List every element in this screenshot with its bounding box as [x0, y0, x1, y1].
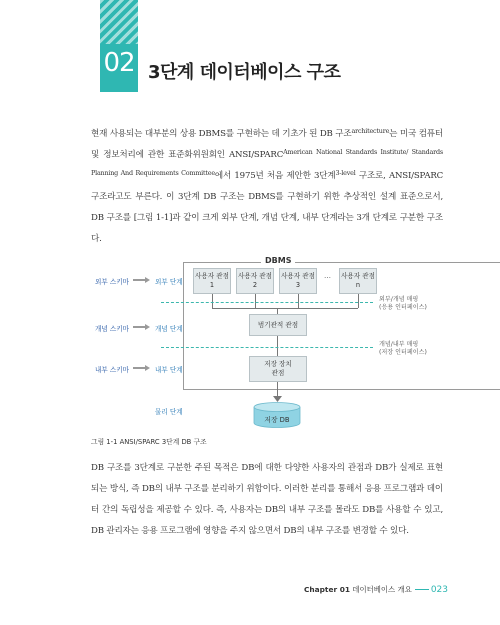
user-view-box — [193, 268, 231, 294]
conceptual-schema-label: 개념 스키마 — [95, 325, 129, 333]
footer-chapter: Chapter 01 — [303, 585, 350, 594]
storage-view-label-1: 저장 장치 — [264, 360, 292, 368]
user-view-label: 사용자 관점 1 — [195, 272, 229, 289]
decorative-stripes — [100, 0, 138, 44]
dbms-label: DBMS — [261, 256, 295, 265]
external-arrow-icon — [133, 277, 151, 283]
connector-line — [212, 294, 213, 308]
body-paragraph-1 — [91, 124, 443, 250]
figure-caption — [91, 436, 207, 446]
footer-chapter-title: 데이터베이스 개요 — [349, 585, 412, 594]
para1-text-c: 에서 1975년 처음 제안한 3단계 — [214, 171, 336, 181]
ellipsis: … — [324, 272, 331, 280]
figure-caption-text: ANSI/SPARC 3단계 DB 구조 — [117, 438, 207, 446]
user-view-label: 사용자 관점 2 — [238, 272, 272, 289]
section-number-tab — [100, 0, 138, 92]
storage-view-box — [249, 356, 307, 382]
connector-line — [277, 336, 278, 356]
connector-line — [255, 294, 256, 308]
database-label: 저장 DB — [264, 416, 290, 424]
user-view-box — [339, 268, 377, 294]
internal-arrow-icon — [133, 365, 151, 371]
mapping-note-1 — [379, 296, 427, 312]
figure-caption-label: 그림 1-1 — [91, 438, 118, 446]
para1-text-b: 는 미국 컴퓨터 및 정보처리에 관한 표준화위원회인 ANSI/SPARC — [91, 129, 443, 160]
mapping-note-2-line-2: (저장 인터페이스) — [379, 349, 427, 356]
section-title: 3단계 데이터베이스 구조 — [148, 62, 341, 83]
connector-line — [298, 294, 299, 308]
section-number: 02 — [103, 48, 135, 78]
internal-level-label: 내부 단계 — [155, 366, 183, 374]
connector-line — [212, 308, 358, 309]
connector-line — [358, 294, 359, 308]
para1-sup-ansi: American National Standards Institute/ Standards Planning And Requirements Committee — [91, 148, 443, 177]
body-paragraph-2: DB 구조를 3단계로 구분한 주된 목적은 DB에 대한 다양한 사용자의 관점과 DB가 실제로 표현되는 방식, 즉 DB의 내부 구조를 분리하기 위함이다. 이러한 분리를 통해서 응용 프로그램과 데이터 간의 독립성을 제공할 수 있다. 즉, 사용자는 DB의 내부 구조를 몰라도 DB를 사용할 수 있고, DB 관리자는 응용 프로그램에 영향을 주지 않으면서 DB의 내부 구조를 변경할 수 있다. — [91, 463, 443, 536]
para1-text-d: 구조로, ANSI/SPARC 구조라고도 부른다. 이 3단계 DB 구조는 DBMS를 구현하기 위한 추상적인 설계 표준으로서, DB 구조를 [그림 1-1]과 같이 크게 외부 단계, 개념 단계, 내부 단계라는 3개 단계로 구분한 구조다. — [91, 171, 444, 244]
conceptual-internal-mapping-line — [161, 347, 373, 348]
community-view-box — [249, 314, 307, 336]
external-conceptual-mapping-line — [161, 302, 373, 303]
mapping-note-1-line-1: 외부/개념 매핑 — [379, 296, 419, 303]
community-view-label: 범기관적 관점 — [257, 321, 299, 329]
conceptual-level-label: 개념 단계 — [155, 325, 183, 333]
external-level-label: 외부 단계 — [155, 278, 183, 286]
footer-rule — [415, 589, 429, 590]
internal-schema-label: 내부 스키마 — [95, 366, 129, 374]
mapping-note-1-line-2: (응용 인터페이스) — [379, 304, 427, 311]
page-number: 023 — [430, 585, 448, 595]
storage-view-label-2: 관점 — [271, 369, 285, 377]
ansi-sparc-diagram — [91, 256, 443, 432]
para1-sup-3level: 3-level — [335, 169, 356, 177]
conceptual-arrow-icon — [133, 324, 151, 330]
user-view-box — [236, 268, 274, 294]
user-view-label: 사용자 관점 3 — [281, 272, 315, 289]
para1-sup-architecture: architecture — [351, 127, 390, 135]
page-footer — [304, 584, 448, 595]
para1-text-a: 현재 사용되는 대부분의 상용 DBMS를 구현하는 데 기초가 된 DB 구조 — [91, 129, 352, 139]
mapping-note-2-line-1: 개념/내부 매핑 — [379, 341, 419, 348]
mapping-note-2 — [379, 341, 427, 357]
user-view-label: 사용자 관점 n — [341, 272, 375, 289]
external-schema-label: 외부 스키마 — [95, 278, 129, 286]
physical-level-label: 물리 단계 — [155, 408, 183, 416]
user-view-box — [279, 268, 317, 294]
database-cylinder — [253, 402, 301, 428]
